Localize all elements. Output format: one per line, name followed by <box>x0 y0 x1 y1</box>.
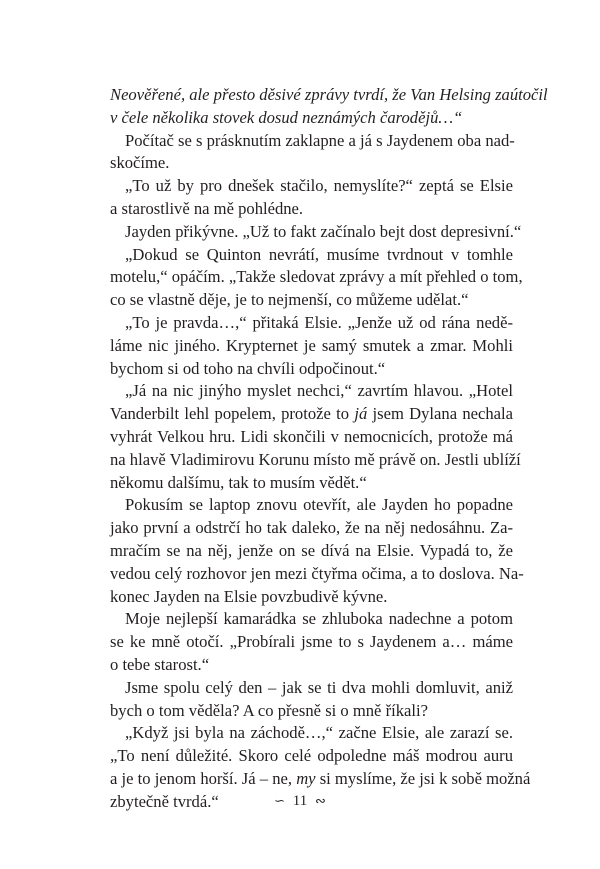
text-line: láme nic jiného. Krypternet je samý smutek a zmar. Mohli <box>110 335 513 355</box>
text-line <box>110 403 513 426</box>
text-segment: Vanderbilt lehl popelem, protože to <box>110 404 355 424</box>
text-line: konec Jayden na Elsie povzbudivě kývne. <box>110 586 388 606</box>
text-line: Jsme spolu celý den – jak se ti dva mohli domluvit, aniž <box>125 677 513 697</box>
paragraph <box>110 494 524 608</box>
text-segment: a je to jenom horší. Já – ne, <box>110 768 297 788</box>
text-line: někomu dalšímu, tak to musím vědět.“ <box>110 472 367 492</box>
text-line: vyhrát Velkou hru. Lidi skončili v nemocnicích, protože má <box>110 426 513 446</box>
page-number: 11 <box>292 793 308 809</box>
text-line: co se vlastně děje, je to nejmenší, co můžeme udělat.“ <box>110 290 469 310</box>
text-line: „To už by pro dnešek stačilo, nemyslíte?“ zeptá se Elsie <box>125 176 513 196</box>
paragraph <box>110 380 521 494</box>
paragraph <box>110 221 522 244</box>
text-line: Jayden přikývne. „Už to fakt začínalo bejt dost depresivní.“ <box>125 221 522 241</box>
text-line: se ke mně otočí. „Probírali jsme to s Jaydenem a… máme <box>110 632 513 652</box>
text-line: vedou celý rozhovor jen mezi čtyřma očima, a to doslova. Na- <box>110 563 524 583</box>
text-line: „To je pravda…,“ přitaká Elsie. „Jenže už od rána nedě- <box>125 312 513 332</box>
page-footer <box>0 793 600 810</box>
text-line: Pokusím se laptop znovu otevřít, ale Jayden ho popadne <box>125 495 513 515</box>
text-line <box>110 768 531 791</box>
text-line: Počítač se s prásknutím zaklapne a já s Jaydenem oba nad- <box>125 130 515 150</box>
text-segment: si myslíme, že jsi k sobě možná <box>315 768 531 788</box>
text-line: „Dokud se Quinton nevrátí, musíme tvrdnout v tomhle <box>125 244 513 264</box>
text-line: Moje nejlepší kamarádka se zhluboka nadechne a potom <box>125 609 513 629</box>
text-line: zbytečně tvrdá.“ <box>110 791 219 811</box>
text-line: na hlavě Vladimirovu Korunu místo mě právě on. Jestli ublíží <box>110 449 521 469</box>
paragraph <box>110 84 548 130</box>
text-line: „Já na nic jinýho myslet nechci,“ zavrtím hlavou. „Hotel <box>125 381 513 401</box>
text-line: bychom si od toho na chvíli odpočinout.“ <box>110 358 386 378</box>
text-line: jako první a odstrčí ho tak daleko, že na něj nedosáhnu. Za- <box>110 518 513 538</box>
text-line <box>110 84 548 107</box>
ornament-left-icon: ∽ <box>274 793 286 808</box>
text-line: „Když jsi byla na záchodě…,“ začne Elsie, ale zarazí se. <box>125 723 513 743</box>
book-page-body <box>110 84 548 814</box>
ornament-right-icon: ∾ <box>314 793 326 808</box>
paragraph <box>110 175 513 221</box>
paragraph <box>110 608 513 676</box>
text-line <box>110 107 513 130</box>
text-line: mračím se na něj, jenže on se dívá na Elsie. Vypadá to, že <box>110 540 513 560</box>
italic-text: my <box>296 768 316 788</box>
italic-text: Neověřené, ale přesto děsivé zprávy tvrdí, že Van Helsing zaútočil <box>110 85 548 104</box>
paragraph <box>110 312 513 380</box>
text-line: bych o tom věděla? A co přesně si o mně říkali? <box>110 700 428 720</box>
paragraph <box>110 677 513 723</box>
text-line: motelu,“ opáčím. „Takže sledovat zprávy a mít přehled o tom, <box>110 267 523 287</box>
paragraph <box>110 244 523 312</box>
text-line: o tebe starost.“ <box>110 654 210 674</box>
paragraph <box>110 130 513 176</box>
italic-text: v čele několika stovek dosud neznámých čarodějů…“ <box>110 107 463 127</box>
text-line: a starostlivě na mě pohlédne. <box>110 198 304 218</box>
text-segment: jsem Dylana nechala <box>367 404 513 424</box>
text-line: skočíme. <box>110 153 170 173</box>
italic-text: já <box>354 404 368 424</box>
text-line: „To není důležité. Skoro celé odpoledne máš modrou auru <box>110 746 513 766</box>
